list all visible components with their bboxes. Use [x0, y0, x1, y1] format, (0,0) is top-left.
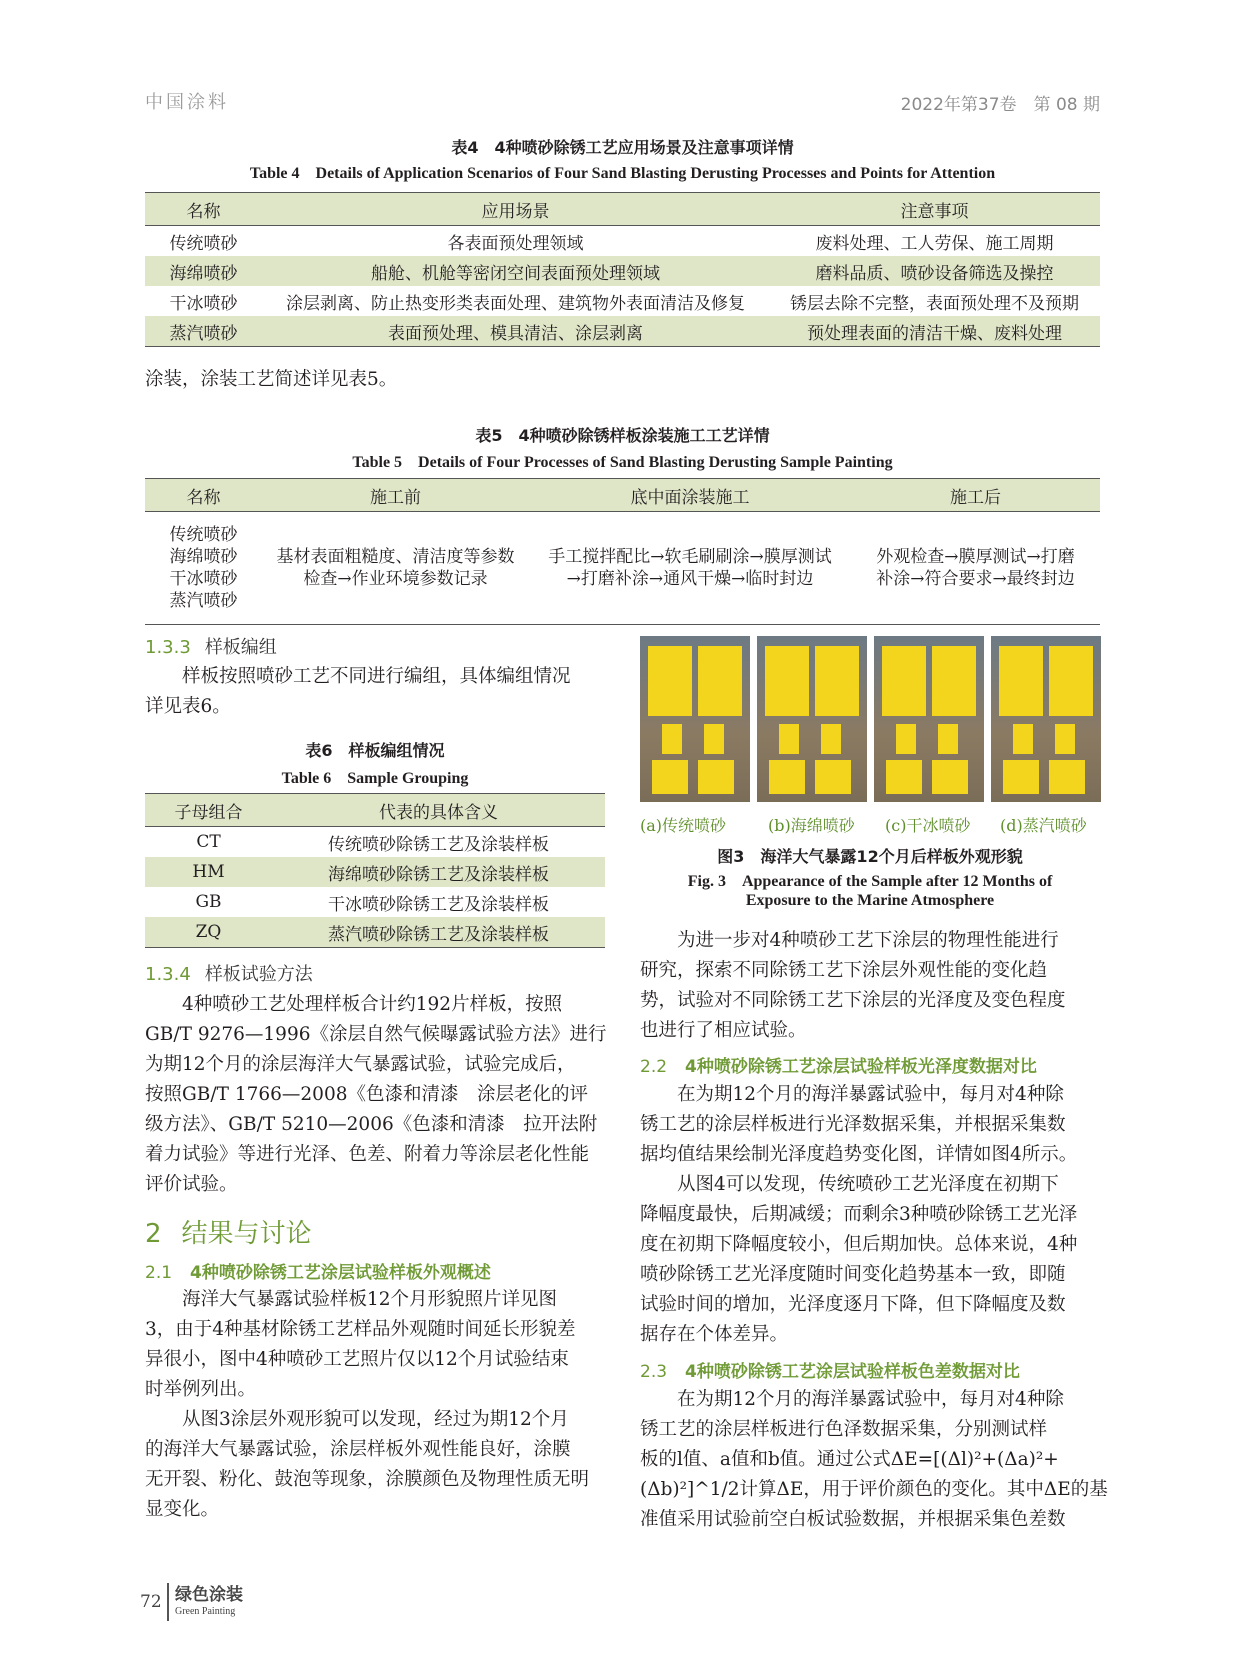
issue-info: 2022年第37卷 第 08 期 [900, 95, 1100, 115]
text-line: 准值采用试验前空白板试验数据，并根据采集色差数 [640, 1509, 1066, 1530]
text-line: 据存在个体差异。 [640, 1324, 789, 1345]
table-cell: HM [145, 857, 272, 887]
text-line: GB/T 9276—1996《涂层自然气候曝露试验方法》进行 [145, 1024, 607, 1045]
text-line: 3，由于4种基材除锈工艺样品外观随时间延长形貌差 [145, 1319, 576, 1340]
figure3-caption-cn: 图3 海洋大气暴露12个月后样板外观形貌 [717, 847, 1023, 866]
text-line: 异很小，图中4种喷砂工艺照片仅以12个月试验结束 [145, 1349, 569, 1370]
table6-header: 子母组合 [145, 794, 272, 827]
table4-header: 应用场景 [262, 193, 769, 226]
table-cell: 船舱、机舱等密闭空间表面预处理领域 [262, 256, 769, 286]
table5-after-line: 外观检查→膜厚测试→打磨 [876, 547, 1075, 567]
table5-before-line: 检查→作业环境参数记录 [303, 569, 488, 589]
table5-name: 干冰喷砂 [169, 569, 238, 589]
sample-photo-c [874, 636, 984, 802]
section-title: 4种喷砂除锈工艺涂层试验样板色差数据对比 [685, 1362, 1020, 1382]
text-line: 降幅度最快，后期减缓；而剩余3种喷砂除锈工艺光泽 [640, 1204, 1078, 1225]
table4-caption-cn: 表4 4种喷砂除锈工艺应用场景及注意事项详情 [451, 138, 794, 157]
text-line: (Δb)²]^1/2计算ΔE，用于评价颜色的变化。其中ΔE的基 [640, 1479, 1108, 1500]
table-cell [851, 512, 1100, 625]
photo-label-d: (d)蒸汽喷砂 [1000, 816, 1087, 835]
section-2-3-text [640, 1385, 1110, 1535]
text-line: 从图3涂层外观形貌可以发现，经过为期12个月 [145, 1409, 569, 1430]
table-cell: 蒸汽喷砂 [145, 316, 262, 347]
table6-caption-cn: 表6 样板编组情况 [305, 741, 445, 760]
table-row [145, 226, 1100, 257]
table-cell [145, 512, 262, 625]
table-cell [262, 512, 529, 625]
section-1-3-4-text [145, 990, 615, 1200]
section-2-1-text [145, 1285, 615, 1525]
section-title: 样板试验方法 [204, 964, 313, 985]
text-line: 研究，探索不同除锈工艺下涂层外观性能的变化趋 [640, 960, 1048, 981]
text-line: 为进一步对4种喷砂工艺下涂层的物理性能进行 [640, 930, 1059, 951]
table-row [145, 857, 605, 887]
table6-header: 代表的具体含义 [272, 794, 605, 827]
text-line: 海洋大气暴露试验样板12个月形貌照片详见图 [145, 1289, 558, 1310]
table-cell: 废料处理、工人劳保、施工周期 [815, 233, 1054, 254]
photo-label-b: (b)海绵喷砂 [768, 816, 855, 835]
text-line: 锈工艺的涂层样板进行色泽数据采集，分别测试样 [640, 1419, 1048, 1440]
text-line: 评价试验。 [145, 1174, 238, 1195]
table-row [145, 917, 605, 948]
page-number: 72 [140, 1592, 162, 1612]
journal-brand-en: Green Painting [175, 1606, 236, 1617]
table5-header: 施工前 [262, 479, 529, 512]
table-cell: GB [195, 892, 222, 912]
table4-caption-en: Table 4 Details of Application Scenarios of Four Sand Blasting Derusting Processes and Points for Attention [249, 165, 996, 182]
table5-name: 蒸汽喷砂 [169, 591, 238, 611]
table-cell: 海绵喷砂除锈工艺及涂装样板 [272, 857, 605, 887]
text-line: 从图4可以发现，传统喷砂工艺光泽度在初期下 [640, 1174, 1059, 1195]
footer-divider [167, 1583, 169, 1621]
table-row [145, 286, 1100, 316]
table4-header: 名称 [145, 193, 262, 226]
table-cell: 磨料品质、喷砂设备筛选及操控 [769, 256, 1100, 286]
table-cell [529, 512, 851, 625]
section-number: 1.3.3 [145, 637, 191, 658]
section-number: 2 [145, 1219, 162, 1249]
text-line: 势，试验对不同除锈工艺下涂层的光泽度及变色程度 [640, 990, 1066, 1011]
text-line: 为期12个月的涂层海洋大气暴露试验，试验完成后， [145, 1054, 576, 1075]
table-cell: 海绵喷砂 [145, 256, 262, 286]
figure3-caption-en-2: Exposure to the Marine Atmosphere [745, 892, 995, 909]
figure3-caption-en-1: Fig. 3 Appearance of the Sample after 12 Months of [687, 873, 1053, 890]
table-row [145, 256, 1100, 286]
table-cell: 预处理表面的清洁干燥、废料处理 [769, 316, 1100, 347]
text-line: 显变化。 [145, 1499, 220, 1520]
intro-line: 涂装，涂装工艺简述详见表5。 [145, 369, 398, 390]
table-cell: 表面预处理、模具清洁、涂层剥离 [262, 316, 769, 347]
text-line: 的海洋大气暴露试验，涂层样板外观性能良好，涂膜 [145, 1439, 571, 1460]
table-cell: 锈层去除不完整，表面预处理不及预期 [790, 293, 1079, 314]
text-line: 详见表6。 [145, 696, 231, 717]
text-line: 度在初期下降幅度较小，但后期加快。总体来说，4种 [640, 1234, 1078, 1255]
table-cell: 各表面预处理领域 [447, 233, 584, 254]
section-2-heading [145, 1213, 312, 1250]
text-line: 板的l值、a值和b值。通过公式ΔE=[(Δl)²+(Δa)²+ [640, 1449, 1059, 1470]
table5-caption-en: Table 5 Details of Four Processes of Sand Blasting Derusting Sample Painting [352, 454, 893, 471]
right-paragraph-1 [640, 926, 1110, 1046]
section-number: 2.3 [640, 1362, 668, 1382]
sample-photo-a [640, 636, 750, 802]
table-row [145, 512, 1100, 625]
table5-name: 传统喷砂 [169, 525, 238, 545]
section-1-3-3-heading [145, 633, 277, 659]
table-row [145, 316, 1100, 347]
text-line: 样板按照喷砂工艺不同进行编组，具体编组情况 [145, 666, 571, 687]
journal-brand-cn: 绿色涂装 [175, 1585, 243, 1605]
table-cell: CT [196, 832, 221, 852]
photo-label-a: (a)传统喷砂 [640, 816, 727, 835]
section-title: 4种喷砂除锈工艺涂层试验样板外观概述 [190, 1263, 491, 1283]
table5-header: 施工后 [851, 479, 1100, 512]
table-cell: 涂层剥离、防止热变形类表面处理、建筑物外表面清洁及修复 [286, 293, 745, 314]
text-line: 无开裂、粉化、鼓泡等现象，涂膜颜色及物理性质无明 [145, 1469, 590, 1490]
text-line: 级方法》、GB/T 5210—2006《色漆和清漆 拉开法附 [145, 1114, 598, 1135]
table5-header: 名称 [145, 479, 262, 512]
table5-during-line: →打磨补涂→通风干燥→临时封边 [566, 569, 814, 589]
text-line: 喷砂除锈工艺光泽度随时间变化趋势基本一致，即随 [640, 1264, 1066, 1285]
table-row [145, 827, 605, 858]
text-line: 按照GB/T 1766—2008《色漆和清漆 涂层老化的评 [145, 1084, 588, 1105]
table5 [145, 478, 1100, 625]
table6-caption-en: Table 6 Sample Grouping [281, 770, 469, 787]
table-cell: 传统喷砂除锈工艺及涂装样板 [328, 834, 549, 855]
table4-header: 注意事项 [769, 193, 1100, 226]
table5-before-line: 基材表面粗糙度、清洁度等参数 [276, 547, 515, 567]
text-line: 试验时间的增加，光泽度逐月下降，但下降幅度及数 [640, 1294, 1066, 1315]
text-line: 也进行了相应试验。 [640, 1020, 807, 1041]
sample-photo-b [757, 636, 867, 802]
text-line: 4种喷砂工艺处理样板合计约192片样板，按照 [145, 994, 563, 1015]
section-title: 4种喷砂除锈工艺涂层试验样板光泽度数据对比 [685, 1057, 1037, 1077]
table-cell: 干冰喷砂除锈工艺及涂装样板 [328, 894, 549, 915]
table-cell: 传统喷砂 [169, 233, 238, 254]
table4 [145, 192, 1100, 347]
table-cell: 蒸汽喷砂除锈工艺及涂装样板 [272, 917, 605, 948]
section-number: 2.2 [640, 1057, 668, 1077]
table5-header: 底中面涂装施工 [529, 479, 851, 512]
table5-caption-cn: 表5 4种喷砂除锈样板涂装施工工艺详情 [475, 426, 770, 445]
table5-after-line: 补涂→符合要求→最终封边 [876, 569, 1075, 589]
journal-name: 中国涂料 [145, 92, 229, 113]
section-number: 2.1 [145, 1263, 173, 1283]
text-line: 时举例列出。 [145, 1379, 257, 1400]
section-title: 结果与讨论 [181, 1219, 312, 1249]
text-line: 据均值结果绘制光泽度趋势变化图，详情如图4所示。 [640, 1144, 1078, 1165]
section-2-2-text [640, 1080, 1110, 1350]
table5-during-line: 手工搅拌配比→软毛刷刷涂→膜厚测试 [548, 547, 832, 567]
table-cell: 干冰喷砂 [169, 293, 238, 314]
section-number: 1.3.4 [145, 964, 191, 985]
sample-photo-d [991, 636, 1101, 802]
table-cell: ZQ [145, 917, 272, 948]
section-2-2-heading [640, 1052, 1037, 1077]
section-2-3-heading [640, 1357, 1020, 1382]
text-line: 在为期12个月的海洋暴露试验中，每月对4种除 [640, 1084, 1064, 1105]
text-line: 锈工艺的涂层样板进行光泽数据采集，并根据采集数 [640, 1114, 1066, 1135]
text-line: 着力试验》等进行光泽、色差、附着力等涂层老化性能 [145, 1144, 590, 1165]
section-title: 样板编组 [204, 637, 277, 658]
section-2-1-heading [145, 1258, 491, 1283]
photo-label-c: (c)干冰喷砂 [885, 816, 971, 835]
section-1-3-3-text [145, 662, 605, 722]
table5-name: 海绵喷砂 [169, 547, 238, 567]
table-row [145, 887, 605, 917]
text-line: 在为期12个月的海洋暴露试验中，每月对4种除 [640, 1389, 1064, 1410]
table6 [145, 793, 605, 948]
section-1-3-4-heading [145, 960, 313, 986]
